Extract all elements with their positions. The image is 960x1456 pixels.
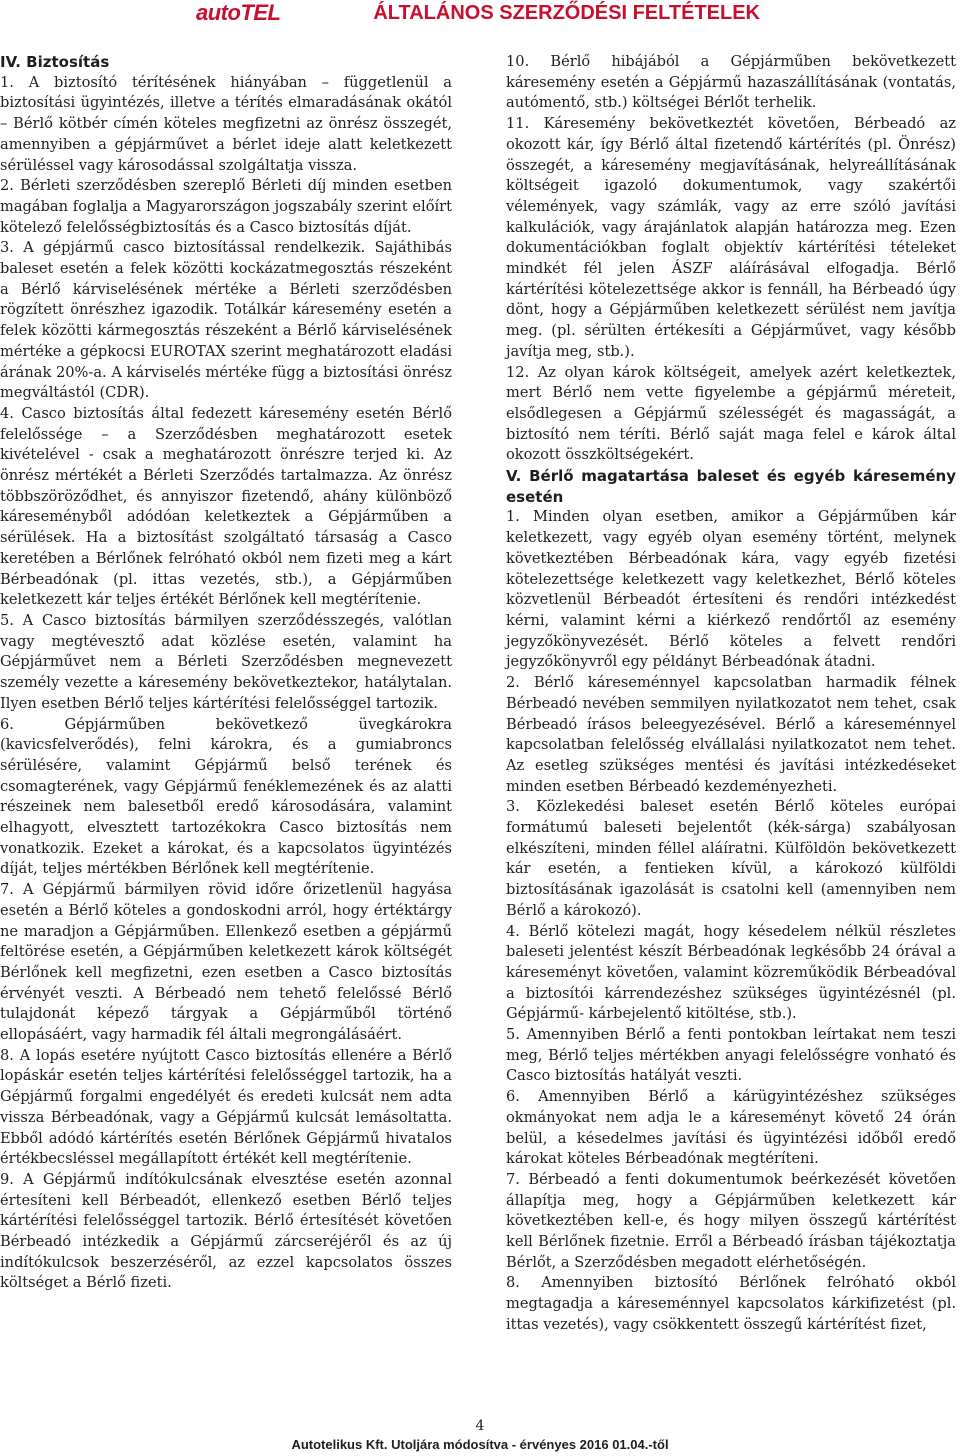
paragraph: 5. Amennyiben Bérlő a fenti pontokban leírtakat nem teszi meg, Bérlő teljes mértékben anyagi felelősségre vonható és Casco biztosítás hatályát veszti. (506, 1026, 956, 1085)
paragraph: 7. Bérbeadó a fenti dokumentumok beérkezését követően állapítja meg, hogy a Gépjárműben keletkezett kár következtében kell-e, és hogy milyen összegű kártérítést kell Bérlőnek fizetnie. Erről a Bérbeadó írásban tájékoztatja Bérlőt, a Szerződésben megadott elérhetőségén. (506, 1170, 956, 1271)
section-heading-iv: IV. Biztosítás (0, 53, 110, 71)
page-header (0, 0, 960, 32)
paragraph: 6. Gépjárműben bekövetkező üvegkárokra (kavicsfelverődés), felni károkra, és a gumiabroncs sérülésére, valamint Gépjármű belső terének és csomagterének, vagy Gépjármű fenéklemezének és az alatti részeinek nem balesetből eredő károsodására, valamint elhagyott, elvesztett tartozékokra Casco biztosítás nem vonatkozik. Ezeket a károkat, és a kapcsolatos ügyintézés díját, teljes mértékben Bérlőnek kell megtérítenie. (0, 715, 452, 878)
autotel-logo: autoTEL (196, 0, 281, 25)
paragraph: 7. A Gépjármű bármilyen rövid időre őrizetlenül hagyása esetén a Bérlő köteles a gondoskodni arról, hogy értéktárgy ne maradjon a Gépjárműben. Ellenkező esetben a gépjármű feltörése esetén, a Gépjárműben keletkezett károk költségét Bérlőnek kell megfizetni, ezen esetben a Casco biztosítás érvényét veszti. A Bérbeadó nem tehető felelőssé Bérlő tulajdonát képező tárgyak a Gépjárműből történő ellopásáért, vagy harmadik fél általi megrongálásáért. (0, 881, 452, 1044)
paragraph: 1. A biztosító térítésének hiányában – függetlenül a biztosítási ügyintézés, illetve a térítés elmaradásának okától – Bérlő kötbér címén köteles megfizetni az önrész összegét, amennyiben a gépjárművet a bérlet ideje alatt keletkezett sérüléssel vagy károsodással szolgáltatja vissza. (0, 73, 452, 174)
paragraph: 2. Bérlő káreseménnyel kapcsolatban harmadik félnek Bérbeadó nevében semmilyen nyilatkozatot nem tehet, csak Bérbeadó írásos beleegyezésével. Bérlő a káreseménnyel kapcsolatban felelősség elvállalási nyilatkozatot nem tehet. Az esetleg szükséges mentési és javítási intézkedéseket minden esetben Bérbeadó kezdeményezheti. (506, 674, 956, 795)
paragraph: 10. Bérlő hibájából a Gépjárműben bekövetkezett káresemény esetén a Gépjármű hazaszállításának (vontatás, autómentő, stb.) költségei Bérlőt terhelik. (506, 53, 956, 112)
left-column (0, 52, 452, 1294)
paragraph: 8. A lopás esetére nyújtott Casco biztosítás ellenére a Bérlő lopáskár esetén teljes kártérítési felelősséggel tartozik, ha a Gépjármű forgalmi engedélyét és eredeti kulcsát nem adta vissza Bérbeadónak, vagy a Gépjármű kulcsát lemásoltatta. Ebből adódó kártérítés esetén Bérlőnek Gépjármű hivatalos értékbecsléssel megállapított értékét kell megtérítenie. (0, 1046, 452, 1168)
paragraph: 4. Bérlő kötelezi magát, hogy késedelem nélkül részletes baleseti jelentést készít Bérbeadónak legkésőbb 24 órával a káreseményt követően, valamint közreműködik Bérbeadóval a biztosítói kárrendezéshez szükséges ügyintézésnél (pl. Gépjármű- kárbejelentő kitöltése, stb.). (506, 922, 956, 1023)
paragraph: 9. A Gépjármű indítókulcsának elvesztése esetén azonnal értesíteni kell Bérbeadót, ellenkező esetben Bérlő teljes kártérítési felelősséggel tartozik. Bérlő értesítését követően Bérbeadó intézkedik a Gépjármű zárcseréjéről és az új indítókulcsok beszerzéséről, az ezzel kapcsolatos összes költséget a Bérlő fizeti. (0, 1170, 452, 1292)
paragraph: 11. Káresemény bekövetkeztét követően, Bérbeadó az okozott kár, így Bérlő által fizetendő kártérítés (pl. Önrész) összegét, a káresemény megjavításának, helyreállításának költségeit igazoló dokumentumok, vagy szakértői vélemények, vagy számlák, vagy az erre szóló javítási kalkulációk, vagy árajánlatok alapján határozza meg. Ezen dokumentációkban foglalt objektív kártérítési tételeket mindkét fél jelen ÁSZF aláírásával elfogadja. Bérlő kártérítési kötelezettsége akkor is fennáll, ha Bérbeadó úgy dönt, hogy a Gépjárműben keletkezett sérülést nem javítja meg. (pl. sérülten értékesíti a Gépjárművet, vagy később javítja meg, stb.). (506, 115, 956, 360)
page-footer: Autotelikus Kft. Utoljára módosítva - érvényes 2016 01.04.-től (291, 1437, 669, 1452)
right-column (506, 52, 956, 1336)
paragraph: 4. Casco biztosítás által fedezett káresemény esetén Bérlő felelőssége – a Szerződésben meghatározott esetek kivételével - csak a meghatározott önrészre terjed ki. Az önrész mértékét a Bérleti Szerződés tartalmazza. Az önrész többszöröződhet, és annyiszor fizetendő, ahány különböző káreseményből adódóan keletkeztek a Gépjárműben a sérülések. Ha a biztosítást szolgáltató társaság a Casco keretében a Bérlőnek felróható okból nem fizeti meg a kárt Bérbeadónak (pl. ittas vezetés, stb.), a Gépjárműben keletkezett kár teljes értékét Bérlőnek kell megtérítenie. (0, 404, 452, 609)
paragraph: 2. Bérleti szerződésben szereplő Bérleti díj minden esetben magában foglalja a Magyarországon jogszabály szerint előírt kötelező felelősségbiztosítás és a Casco biztosítás díját. (0, 177, 452, 236)
paragraph: 3. A gépjármű casco biztosítással rendelkezik. Sajáthibás baleset esetén a felek közötti kockázatmegosztás részeként a Bérlő kárviselésének mértéke a Bérleti szerződésben rögzített önrészhez igazodik. Totálkár káresemény esetén a felek közötti kármegosztás részeként a Bérlő kárviselésének mértéke a gépkocsi EUROTAX szerint meghatározott eladási árának 20%-a. A kárviselés mértéke függ a biztosítási önrész megváltástól (CDR). (0, 239, 452, 402)
document-title: ÁLTALÁNOS SZERZŐDÉSI FELTÉTELEK (373, 2, 760, 24)
paragraph: 6. Amennyiben Bérlő a kárügyintézéshez szükséges okmányokat nem adja le a káreseményt követő 24 órán belül, a késedelmes javítási és ügyintézési időből eredő károkat köteles Bérbeadónak megtéríteni. (506, 1088, 956, 1168)
paragraph: 8. Amennyiben biztosító Bérlőnek felróható okból megtagadja a káreseménnyel kapcsolatos kárkifizetést (pl. ittas vezetés), vagy csökkentett összegű kártérítést fizet, (506, 1274, 956, 1333)
paragraph: 3. Közlekedési baleset esetén Bérlő köteles európai formátumú baleseti bejelentőt (kék-sárga) szabályosan elkészíteni, minden féllel aláíratni. Külföldön bekövetkezett kár esetén, a fentieken kívül, a károkozó külföldi biztosításának igazolását is csatolni kell (amennyiben nem Bérlő a károkozó). (506, 798, 956, 919)
paragraph: 12. Az olyan károk költségeit, amelyek azért keletkeztek, mert Bérlő nem vette figyelembe a gépjármű méreteit, elsődlegesen a Gépjármű szélességét és magasságát, a biztosító nem téríti. Bérlő saját maga felel e károk által okozott összköltségekért. (506, 363, 956, 464)
paragraph: 5. A Casco biztosítás bármilyen szerződésszegés, valótlan vagy megtévesztő adat közlése esetén, valamint ha Gépjárművet nem a Bérleti Szerződésben megnevezett személy vezette a káresemény bekövetkeztekor, hatálytalan. Ilyen esetben Bérlő teljes kártérítési felelősséggel tartozik. (0, 611, 452, 712)
page-number: 4 (475, 1418, 485, 1434)
paragraph: 1. Minden olyan esetben, amikor a Gépjárműben kár keletkezett, vagy egyéb olyan esemény történt, melynek következtében Bérbeadónak kára, vagy egyéb fizetési kötelezettsége keletkezett vagy keletkezhet, Bérlő köteles közvetlenül Bérbeadót értesíteni és rendőri intézkedést kérni, valamint kérni a kiérkező rendőrtől az esemény jegyzőkönyvezését. Bérlő köteles a felvett rendőri jegyzőkönyvről egy példányt Bérbeadónak átadni. (506, 508, 956, 671)
section-heading-v: V. Bérlő magatartása baleset és egyéb káresemény esetén (506, 467, 956, 506)
